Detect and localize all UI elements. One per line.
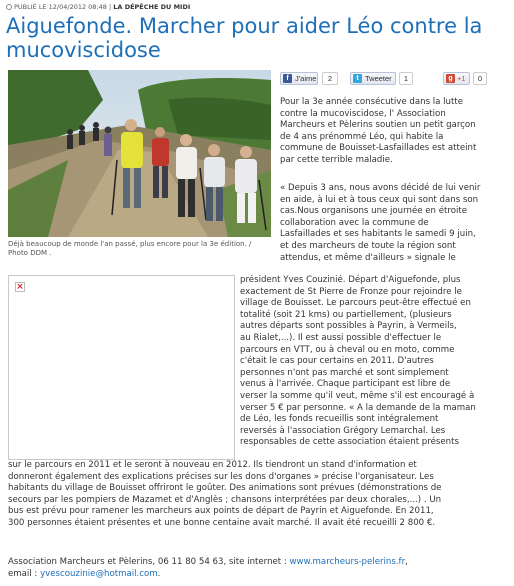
text-line: parcours en VTT, ou à cheval ou en moto, comme	[240, 344, 455, 355]
text-line: par cette terrible maladie.	[280, 154, 393, 165]
text-line: 300 personnes étaient présentes et une bonne centaine avait marché. Il avait été recueilli 2 800 €.	[8, 517, 436, 528]
text-line: venus à l'arrivée. Chaque participant est libre de	[240, 379, 451, 390]
paragraph-body	[240, 275, 508, 449]
paragraph-intro	[280, 97, 508, 167]
website-link[interactable]: www.marcheurs-pelerins.fr	[289, 557, 406, 567]
tweet-button[interactable]	[350, 72, 396, 85]
text-line: bus est prévu pour ramener les marcheurs aux points de départ de Payrin et Aiguefonde. En 2011,	[8, 506, 434, 517]
text-line: Lasfaillades et ses habitants le samedi 9 juin,	[280, 229, 476, 240]
text-line: de Léo, les fonds recueillis sont intégralement	[240, 414, 439, 425]
text-line: au Rialet,...). Il est aussi possible d'effectuer le	[240, 332, 442, 343]
text-line: exactement de St Pierre de Fronze pour rejoindre le	[240, 286, 462, 297]
text-line: habitants du village de Bouisset offriront le goûter. Des animations sont prévues (démonstrations de	[8, 483, 442, 494]
broken-image-placeholder	[8, 275, 235, 460]
facebook-like-button[interactable]	[280, 72, 318, 85]
text-line: personnes n'ont pas marché et sont simplement	[240, 367, 449, 378]
text-line: collaboration avec la commune de	[280, 217, 429, 228]
google-plus-label: +1	[457, 74, 466, 83]
text-line: donneront également des explications précises sur les dons d'organes » précise l'organisateur. Les	[8, 471, 434, 482]
text-line: village de Bouisset. Le parcours peut-être effectué en	[240, 298, 471, 309]
google-plus-button[interactable]	[443, 72, 470, 85]
facebook-icon: f	[283, 74, 292, 83]
text-line: Marcheurs et Pèlerins soutien un petit garçon	[280, 120, 476, 131]
text-line: commune de Bouisset-Lasfaillades est atteint	[280, 143, 477, 154]
google-plus-count: 0	[473, 72, 487, 85]
social-share-bar	[280, 72, 510, 86]
contact-separator: ,	[405, 557, 408, 567]
google-plus-icon: g	[446, 74, 455, 83]
text-line: secours par les pompiers de Mazamet et d'Anglès ; chansons interprétées par deux chorales,...) . Un	[8, 494, 442, 505]
email-link[interactable]: yvescouzinie@hotmail.com	[40, 568, 158, 579]
text-line: autres départs sont possibles à Payrin, à Vermeils,	[240, 321, 457, 332]
text-line: cas.Nous organisons une journée en étroite	[280, 206, 468, 217]
facebook-like-count: 2	[322, 72, 338, 85]
text-line: « Depuis 3 ans, nous avons décidé de lui venir	[280, 183, 481, 193]
broken-image-icon: ×	[16, 282, 24, 292]
article-title: Aiguefonde. Marcher pour aider Léo contre la mucoviscidose	[6, 14, 483, 62]
text-line: sur le parcours en 2011 et le seront à nouveau en 2012. Ils tiendront un stand d'information et	[8, 460, 417, 470]
text-line: en aide, à lui et à tous ceux qui sont dans son	[280, 194, 479, 205]
twitter-icon: t	[353, 74, 362, 83]
text-line: c'était le cas pour certains en 2011. D'autres	[240, 356, 434, 367]
text-line: attendus, et même d'ailleurs » signale le	[280, 252, 456, 263]
text-line: totalité (soit 21 kms) ou partiellement, (plusieurs	[240, 309, 452, 320]
paragraph-full-width	[8, 460, 508, 530]
paragraph-quote	[280, 183, 508, 264]
source-name: LA DÉPÊCHE DU MIDI	[113, 3, 191, 11]
text-line: et des marcheurs de toute la région sont	[280, 240, 456, 251]
text-line: reversés à l'association Grégory Lemarchal. Les	[240, 425, 446, 436]
text-line: responsables de cette association étaient présents	[240, 437, 459, 448]
text-line: président Yves Couzinié. Départ d'Aiguefonde, plus	[240, 275, 461, 285]
article-photo[interactable]	[8, 70, 271, 237]
tweet-count: 1	[399, 72, 413, 85]
facebook-like-label: J'aime	[295, 74, 317, 83]
text-line: contre la mucoviscidose, l' Association	[280, 108, 446, 119]
contact-info	[8, 557, 508, 580]
article-meta	[6, 3, 190, 11]
tweet-label: Tweeter	[365, 74, 392, 83]
email-end: .	[157, 568, 161, 579]
contact-line	[8, 557, 508, 569]
contact-prefix: Association Marcheurs et Pèlerins, 06 11 80 54 63, site internet :	[8, 557, 290, 567]
photo-caption: Déjà beaucoup de monde l'an passé, plus encore pour la 3e édition. / Photo DDM .	[8, 240, 252, 257]
email-prefix: email :	[8, 568, 41, 579]
text-line: verser 5 € par personne. « A la demande de la maman	[240, 402, 476, 413]
text-line: verser la somme qu'il veut, même s'il est encouragé à	[240, 390, 475, 401]
meta-separator: |	[108, 3, 112, 11]
text-line: de 4 ans prénommé Léo, qui habite la	[280, 131, 444, 142]
email-line	[8, 569, 508, 581]
publish-date: PUBLIÉ LE 12/04/2012 08:48	[14, 3, 107, 11]
text-line: Pour la 3e année consécutive dans la lutte	[280, 97, 464, 107]
walkers-photo-illustration	[8, 70, 271, 237]
clock-icon	[6, 4, 12, 10]
